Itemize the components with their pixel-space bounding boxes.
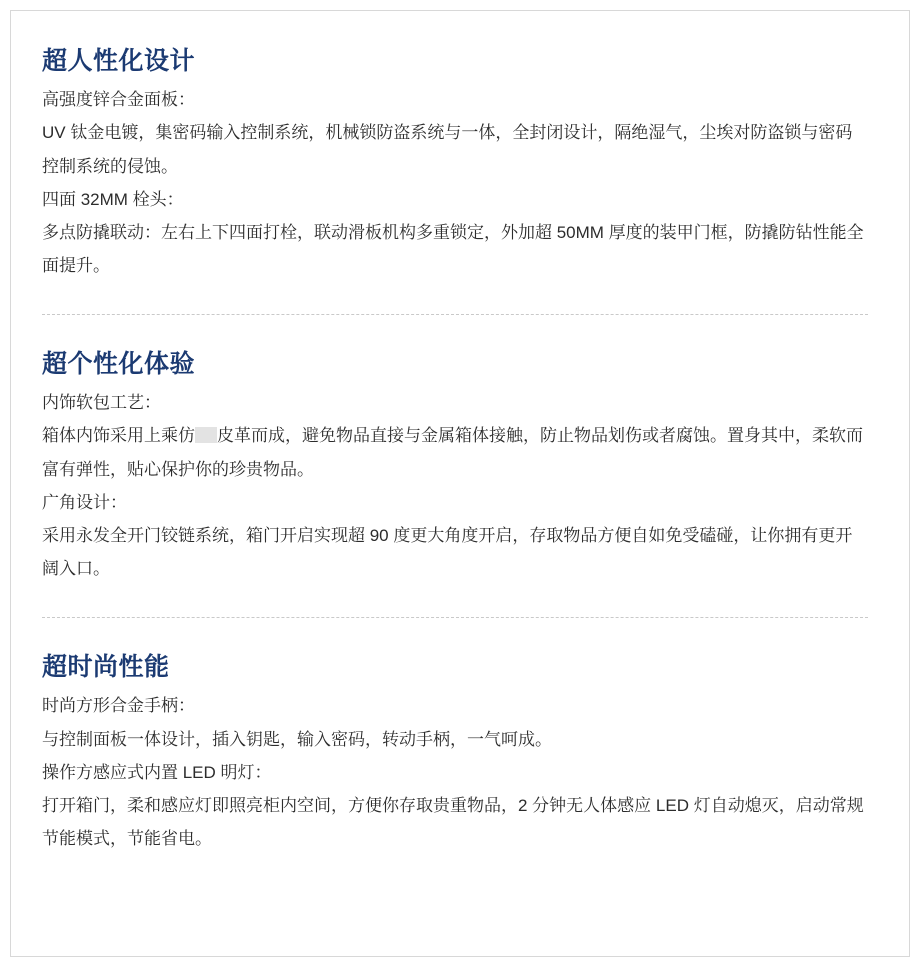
section-paragraph-redacted [42, 419, 868, 485]
section-subheading: 广角设计： [42, 492, 127, 512]
section-paragraph: 采用永发全开门铰链系统，箱门开启实现超 90 度更大角度开启，存取物品方便自如免受磕碰，让你拥有更开阔入口。 [42, 525, 853, 579]
section-paragraph: 多点防撬联动：左右上下四面打栓，联动滑板机构多重锁定，外加超 50MM 厚度的装甲门框，防撬防钻性能全面提升。 [42, 222, 864, 275]
paragraph-text-before: 箱体内饰采用上乘仿 [42, 426, 195, 446]
section-humanized-design [42, 46, 868, 284]
section-title: 超人性化设计 [42, 47, 196, 75]
section-divider [42, 314, 868, 315]
section-subheading: 内饰软包工艺： [42, 393, 161, 413]
paragraph-text-after: 皮革而成，避免物品直接与金属箱体接触，防止物品划伤或者腐蚀。置身其中，柔软而富有弹性，贴心保护你的珍贵物品。 [42, 426, 863, 479]
section-paragraph: 与控制面板一体设计，插入钥匙，输入密码，转动手柄，一气呵成。 [42, 729, 552, 749]
section-fashion-performance [42, 652, 868, 857]
section-subheading: 高强度锌合金面板： [42, 90, 195, 110]
section-title: 超时尚性能 [42, 653, 170, 682]
section-subheading: 操作方感应式内置 LED 明灯： [42, 762, 272, 782]
section-title: 超个性化体验 [42, 350, 196, 379]
section-subheading: 时尚方形合金手柄： [42, 696, 195, 716]
section-paragraph: UV 钛金电镀，集密码输入控制系统，机械锁防盗系统与一体，全封闭设计，隔绝湿气，尘埃对防盗锁与密码控制系统的侵蚀。 [42, 123, 853, 176]
section-paragraph: 打开箱门，柔和感应灯即照亮柜内空间，方便你存取贵重物品，2 分钟无人体感应 LED 灯自动熄灭，启动常规节能模式，节能省电。 [42, 795, 864, 848]
section-divider [42, 617, 868, 618]
section-personalized-experience [42, 349, 868, 587]
section-subheading: 四面 32MM 栓头： [42, 189, 184, 209]
redaction-block [195, 427, 217, 443]
